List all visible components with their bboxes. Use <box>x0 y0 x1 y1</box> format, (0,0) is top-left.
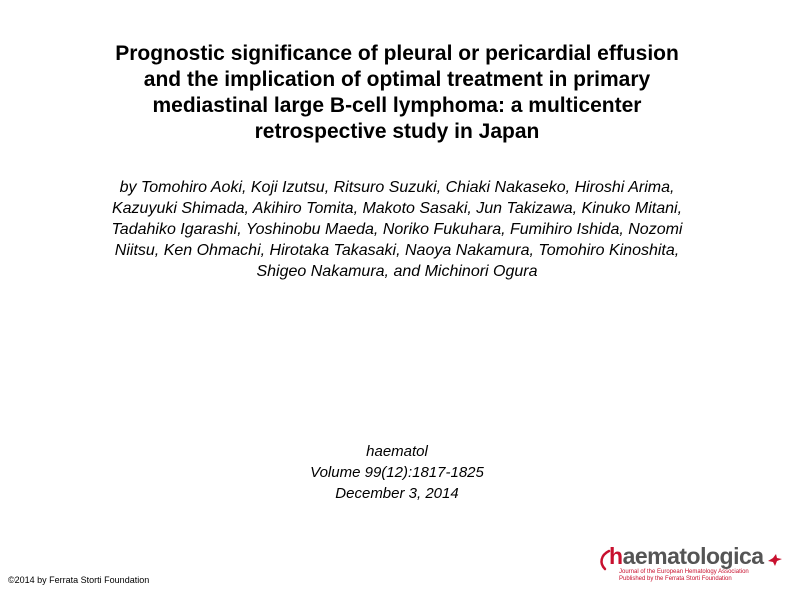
logo-tagline-1: Journal of the European Hematology Association <box>619 569 749 575</box>
author-line-2: Kazuyuki Shimada, Akihiro Tomita, Makoto Sasaki, Jun Takizawa, Kinuko Mitani, <box>111 200 683 217</box>
copyright-notice: ©2014 by Ferrata Storti Foundation <box>8 575 150 585</box>
volume-pages: Volume 99(12):1817-1825 <box>310 464 484 481</box>
journal-logo <box>597 543 787 583</box>
bird-icon <box>767 553 783 567</box>
title-line-1: Prognostic significance of pleural or pericardial effusion <box>115 42 679 65</box>
citation-block <box>197 441 597 504</box>
title-line-4: retrospective study in Japan <box>254 120 540 143</box>
logo-tagline <box>619 569 749 583</box>
publication-date: December 3, 2014 <box>335 485 459 502</box>
author-line-5: Shigeo Nakamura, and Michinori Ogura <box>256 263 538 280</box>
article-title <box>40 41 754 145</box>
logo-accent-letter: h <box>609 543 623 569</box>
logo-wordmark <box>609 543 764 570</box>
author-line-3: Tadahiko Igarashi, Yoshinobu Maeda, Noriko Fukuhara, Fumihiro Ishida, Nozomi <box>111 221 683 238</box>
author-line-1: by Tomohiro Aoki, Koji Izutsu, Ritsuro Suzuki, Chiaki Nakaseko, Hiroshi Arima, <box>119 179 675 196</box>
title-line-2: and the implication of optimal treatment in primary <box>143 68 651 91</box>
title-line-3: mediastinal large B-cell lymphoma: a multicenter <box>152 94 642 117</box>
author-line-4: Niitsu, Ken Ohmachi, Hirotaka Takasaki, Naoya Nakamura, Tomohiro Kinoshita, <box>114 242 680 259</box>
logo-word-rest: aematologica <box>622 543 764 569</box>
journal-abbrev: haematol <box>366 443 428 460</box>
author-list <box>40 177 754 282</box>
logo-tagline-2: Published by the Ferrata Storti Foundation <box>619 576 732 582</box>
